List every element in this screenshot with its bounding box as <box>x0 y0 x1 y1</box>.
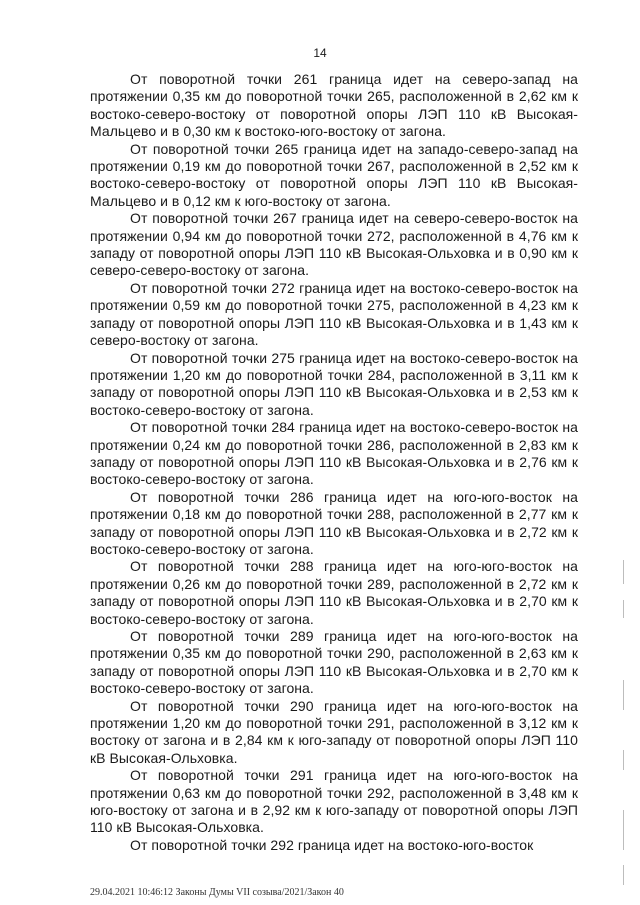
paragraph: От поворотной точки 265 граница идет на западо-северо-запад на протяжении 0,19 км до поворотной точки 267, расположенной в 2,52 км к востоко-северо-востоку от поворотной опоры ЛЭП 110 кВ Высокая-Мальцево и в 0,12 км к юго-востоку от загона. <box>90 140 578 209</box>
paragraph: От поворотной точки 290 граница идет на юго-юго-восток на протяжении 1,20 км до поворотной точки 291, расположенной в 3,12 км к востоку от загона и в 2,84 км к юго-западу от поворотной опоры ЛЭП 110 кВ Высокая-Ольховка. <box>90 697 578 766</box>
paragraph: От поворотной точки 261 граница идет на северо-запад на протяжении 0,35 км до поворотной точки 265, расположенной в 2,62 км к востоко-северо-востоку от поворотной опоры ЛЭП 110 кВ Высокая-Мальцево и в 0,30 км к востоко-юго-востоку от загона. <box>90 71 578 140</box>
paragraph: От поворотной точки 289 граница идет на юго-юго-восток на протяжении 0,35 км до поворотной точки 290, расположенной в 2,63 км к западу от поворотной опоры ЛЭП 110 кВ Высокая-Ольховка и в 2,70 км к востоко-северо-востоку от загона. <box>90 628 578 697</box>
paragraph: От поворотной точки 284 граница идет на востоко-северо-восток на протяжении 0,24 км до поворотной точки 286, расположенной в 2,83 км к западу от поворотной опоры ЛЭП 110 кВ Высокая-Ольховка и в 2,76 км к востоко-северо-востоку от загона. <box>90 419 578 488</box>
paragraph: От поворотной точки 291 граница идет на юго-юго-восток на протяжении 0,63 км до поворотной точки 292, расположенной в 3,48 км к юго-востоку от загона и в 2,92 км к юго-западу от поворотной опоры ЛЭП 110 кВ Высокая-Ольховка. <box>90 767 578 836</box>
document-footer: 29.04.2021 10:46:12 Законы Думы VII созыва/2021/Закон 40 <box>90 887 344 898</box>
paragraph: От поворотной точки 275 граница идет на востоко-северо-восток на протяжении 1,20 км до поворотной точки 284, расположенной в 3,11 км к западу от поворотной опоры ЛЭП 110 кВ Высокая-Ольховка и в 2,53 км к востоко-северо-востоку от загона. <box>90 349 578 418</box>
page-number: 14 <box>313 46 327 60</box>
paragraph: От поворотной точки 272 граница идет на востоко-северо-восток на протяжении 0,59 км до поворотной точки 275, расположенной в 4,23 км к западу от поворотной опоры ЛЭП 110 кВ Высокая-Ольховка и в 1,43 км к северо-востоку от загона. <box>90 279 578 349</box>
paragraph: От поворотной точки 288 граница идет на юго-юго-восток на протяжении 0,26 км до поворотной точки 289, расположенной в 2,72 км к западу от поворотной опоры ЛЭП 110 кВ Высокая-Ольховка и в 2,70 км к востоко-северо-востоку от загона. <box>90 558 578 627</box>
paragraph: От поворотной точки 292 граница идет на востоко-юго-восток <box>130 836 534 853</box>
paragraph: От поворотной точки 286 граница идет на юго-юго-восток на протяжении 0,18 км до поворотной точки 288, расположенной в 2,77 км к западу от поворотной опоры ЛЭП 110 кВ Высокая-Ольховка и в 2,72 км к востоко-северо-востоку от загона. <box>90 488 578 557</box>
margin-scan-marks <box>620 560 630 890</box>
paragraph: От поворотной точки 267 граница идет на северо-северо-восток на протяжении 0,94 км до поворотной точки 272, расположенной в 4,76 км к западу от поворотной опоры ЛЭП 110 кВ Высокая-Ольховка и в 0,90 км к северо-северо-востоку от загона. <box>90 210 578 279</box>
document-body <box>90 71 578 854</box>
